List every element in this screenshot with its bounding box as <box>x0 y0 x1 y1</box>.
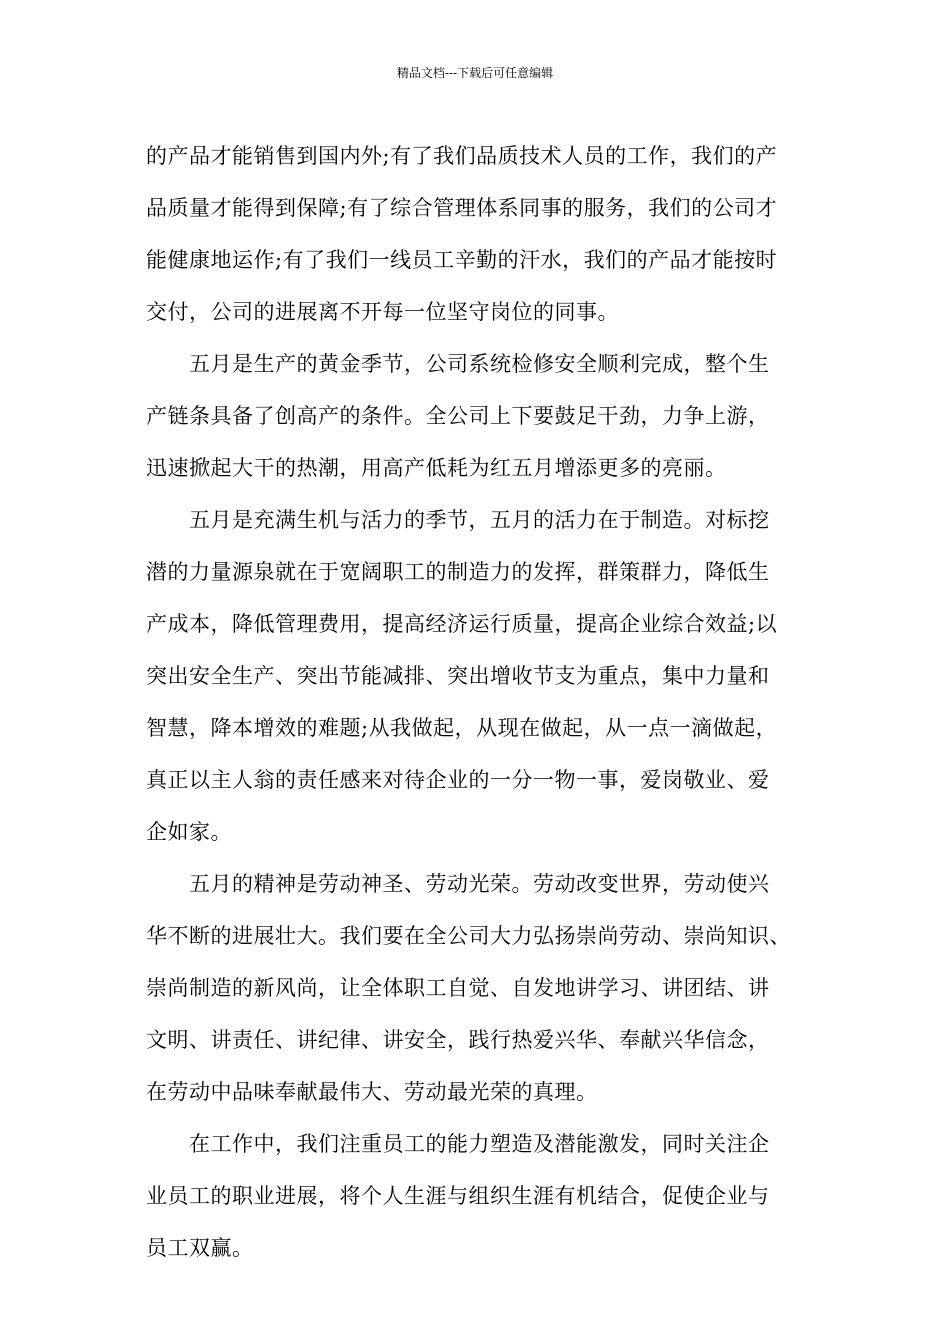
text-line: 品质量才能得到保障;有了综合管理体系同事的服务，我们的公司才 <box>146 196 778 220</box>
text-line: 在工作中，我们注重员工的能力塑造及潜能激发，同时关注企 <box>146 1132 770 1156</box>
text-line: 能健康地运作;有了我们一线员工辛勤的汗水，我们的产品才能按时 <box>146 248 778 272</box>
text-line: 企如家。 <box>146 820 232 844</box>
text-line: 华不断的进展壮大。我们要在全公司大力弘扬崇尚劳动、崇尚知识、 <box>146 924 791 948</box>
paragraph-1 <box>146 130 826 338</box>
text-line: 交付，公司的进展离不开每一位坚守岗位的同事。 <box>146 300 619 324</box>
text-line: 员工双赢。 <box>146 1236 254 1260</box>
text-line: 五月是充满生机与活力的季节，五月的活力在于制造。对标挖 <box>146 508 770 532</box>
text-line: 在劳动中品味奉献最伟大、劳动最光荣的真理。 <box>146 1080 598 1104</box>
text-line: 智慧，降本增效的难题;从我做起，从现在做起，从一点一滴做起， <box>146 716 778 740</box>
page-header: 精品文档---下载后可任意编辑 <box>396 66 554 80</box>
text-line: 产链条具备了创高产的条件。全公司上下要鼓足干劲，力争上游， <box>146 404 770 428</box>
paragraph-2 <box>146 338 826 494</box>
text-line: 突出安全生产、突出节能减排、突出增收节支为重点，集中力量和 <box>146 664 770 688</box>
text-line: 迅速掀起大干的热潮，用高产低耗为红五月增添更多的亮丽。 <box>146 456 727 480</box>
text-line: 的产品才能销售到国内外;有了我们品质技术人员的工作，我们的产 <box>146 144 778 168</box>
paragraph-4 <box>146 858 826 1118</box>
text-line: 潜的力量源泉就在于宽阔职工的制造力的发挥，群策群力，降低生 <box>146 560 770 584</box>
paragraph-3 <box>146 494 826 858</box>
document-body <box>146 130 826 1274</box>
text-line: 产成本，降低管理费用，提高经济运行质量，提高企业综合效益;以 <box>146 612 778 636</box>
paragraph-5 <box>146 1118 826 1274</box>
text-line: 崇尚制造的新风尚，让全体职工自觉、自发地讲学习、讲团结、讲 <box>146 976 770 1000</box>
text-line: 业员工的职业进展，将个人生涯与组织生涯有机结合，促使企业与 <box>146 1184 770 1208</box>
text-line: 五月的精神是劳动神圣、劳动光荣。劳动改变世界，劳动使兴 <box>146 872 770 896</box>
text-line: 五月是生产的黄金季节，公司系统检修安全顺利完成，整个生 <box>146 352 770 376</box>
text-line: 文明、讲责任、讲纪律、讲安全，践行热爱兴华、奉献兴华信念， <box>146 1028 770 1052</box>
text-line: 真正以主人翁的责任感来对待企业的一分一物一事，爱岗敬业、爱 <box>146 768 770 792</box>
